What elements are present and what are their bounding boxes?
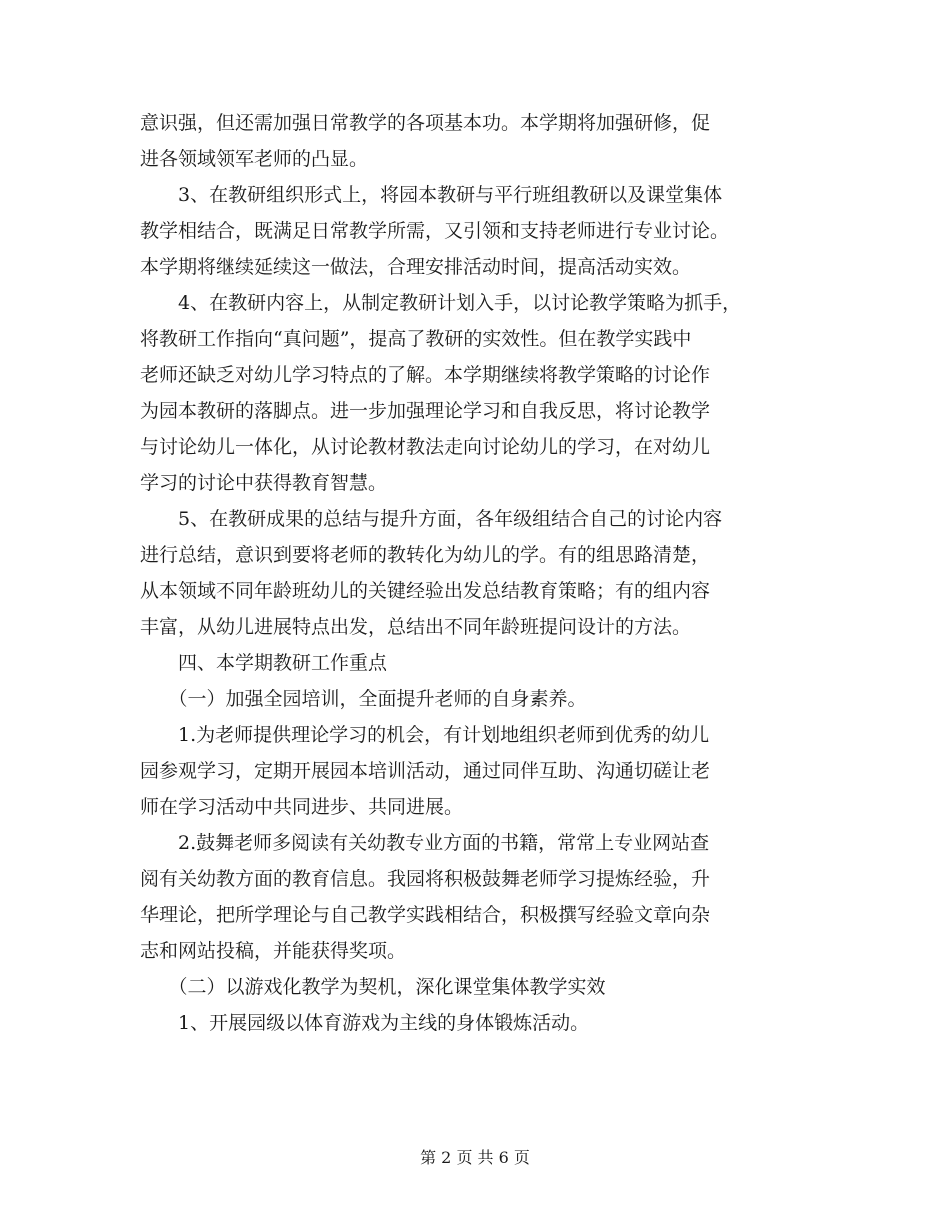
text-line: 1.为老师提供理论学习的机会，有计划地组织老师到优秀的幼儿	[140, 724, 710, 746]
text-line: 2.鼓舞老师多阅读有关幼教专业方面的书籍，常常上专业网站查	[140, 832, 710, 854]
text-line: 华理论，把所学理论与自己教学实践相结合，积极撰写经验文章向杂	[140, 904, 711, 926]
text-line: 5、在教研成果的总结与提升方面，各年级组结合自己的讨论内容	[140, 508, 723, 530]
text-line: 学习的讨论中获得教育智慧。	[140, 472, 388, 494]
text-line: 进行总结，意识到要将老师的教转化为幼儿的学。有的组思路清楚，	[140, 544, 711, 566]
text-line: 从本领域不同年龄班幼儿的关键经验出发总结教育策略；有的组内容	[140, 580, 711, 602]
page-number-footer: 第 2 页 共 6 页	[420, 1148, 530, 1167]
subsection-heading: （一）加强全园培训，全面提升老师的自身素养。	[140, 688, 587, 710]
text-line: 师在学习活动中共同进步、共同进展。	[140, 796, 464, 818]
text-line: 本学期将继续延续这一做法，合理安排活动时间，提高活动实效。	[140, 256, 692, 278]
text-line: 志和网站投稿，并能获得奖项。	[140, 940, 407, 962]
text-line: 1、开展园级以体育游戏为主线的身体锻炼活动。	[140, 1012, 590, 1034]
text-line: 老师还缺乏对幼儿学习特点的了解。本学期继续将教学策略的讨论作	[140, 364, 711, 386]
text-line: 意识强，但还需加强日常教学的各项基本功。本学期将加强研修，促	[140, 112, 711, 134]
text-line: 3、在教研组织形式上，将园本教研与平行班组教研以及课堂集体	[140, 184, 723, 206]
text-line: 园参观学习，定期开展园本培训活动，通过同伴互助、沟通切磋让老	[140, 760, 711, 782]
text-line: 与讨论幼儿一体化，从讨论教材教法走向讨论幼儿的学习，在对幼儿	[140, 436, 711, 458]
text-line: 4、在教研内容上，从制定教研计划入手，以讨论教学策略为抓手，	[140, 292, 742, 314]
text-line: 阅有关幼教方面的教育信息。我园将积极鼓舞老师学习提炼经验，升	[140, 868, 711, 890]
text-line: 教学相结合，既满足日常教学所需，又引领和支持老师进行专业讨论。	[140, 220, 730, 242]
text-line: 丰富，从幼儿进展特点出发，总结出不同年龄班提问设计的方法。	[140, 616, 692, 638]
text-line: 将教研工作指向“真问题”，提高了教研的实效性。但在教学实践中	[140, 328, 692, 350]
text-line: 进各领域领军老师的凸显。	[140, 148, 369, 170]
section-heading: 四、本学期教研工作重点	[140, 652, 388, 674]
document-body	[140, 105, 830, 1041]
subsection-heading: （二）以游戏化教学为契机，深化课堂集体教学实效	[140, 976, 606, 998]
text-line: 为园本教研的落脚点。进一步加强理论学习和自我反思，将讨论教学	[140, 400, 711, 422]
